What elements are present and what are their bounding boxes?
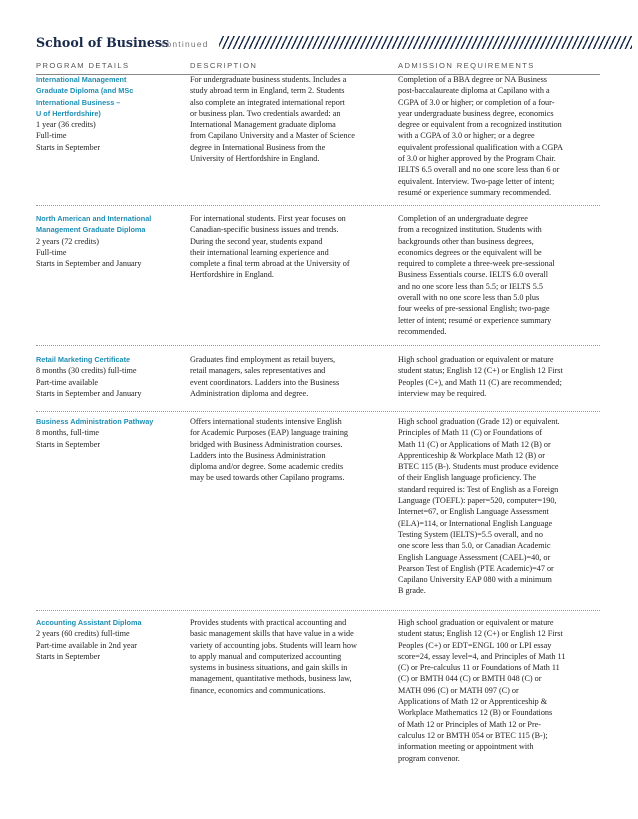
program-mode: Full-time <box>36 247 67 257</box>
description-cell <box>190 213 395 281</box>
row-divider <box>36 345 600 346</box>
requirements-line: B grade. <box>398 586 426 596</box>
description-line: Hertfordshire in England. <box>190 270 274 280</box>
requirements-line: student status; English 12 (C+) or English 12 First <box>398 366 563 376</box>
program-details-cell <box>36 74 186 153</box>
requirements-line: calculus 12 or BMTH 054 or BTEC 115 (B-); <box>398 730 548 740</box>
requirements-cell <box>398 213 600 337</box>
requirements-line: Completion of a BBA degree or NA Business <box>398 75 547 84</box>
requirements-line: year undergraduate business degree, economics <box>398 108 554 118</box>
description-line: retail managers, sales representatives and <box>190 366 326 376</box>
requirements-cell <box>398 74 600 198</box>
program-mode: Part-time available in 2nd year <box>36 640 137 650</box>
requirements-line: of 3.0 or higher approved by the Program Chair. <box>398 154 556 164</box>
requirements-line: score=24, essay level=4, and Principles of Math 11 <box>398 651 566 661</box>
requirements-cell <box>398 617 600 764</box>
program-start: Starts in September <box>36 142 101 152</box>
requirements-cell <box>398 354 600 399</box>
description-line: basic management skills that have value in a wide <box>190 629 354 639</box>
requirements-line: economics degrees or the equivalent will be <box>398 247 542 257</box>
requirements-line: Principles of Math 11 (C) or Foundations of <box>398 428 543 438</box>
program-duration: 2 years (60 credits) full-time <box>36 629 130 639</box>
requirements-line: interview may be required. <box>398 388 487 398</box>
description-line: For undergraduate business students. Includes a <box>190 75 347 84</box>
requirements-line: (ELA)=114, or International English Language <box>398 518 553 528</box>
requirements-line: recommended. <box>398 326 447 336</box>
section-header <box>36 35 600 51</box>
description-line: management, quantitative methods, business law, <box>190 674 352 684</box>
requirements-line: four weeks of pre-sessional English; two-page <box>398 304 550 314</box>
requirements-line: and no one score less than 5.5; or IELTS 5.5 <box>398 281 543 291</box>
requirements-line: Internet=67, or English Language Assessment <box>398 507 549 517</box>
program-name: Business Administration Pathway <box>36 417 154 426</box>
row-divider <box>36 205 600 206</box>
requirements-line: CGPA of 3.0 or higher; or completion of a four- <box>398 97 555 107</box>
description-line: for Academic Purposes (EAP) language training <box>190 428 349 438</box>
requirements-line: High school graduation (Grade 12) or equivalent. <box>398 417 560 426</box>
requirements-line: MATH 096 (C) or MATH 097 (C) or <box>398 685 519 695</box>
program-duration: 2 years (72 credits) <box>36 236 99 246</box>
description-line: Ladders into the Business Administration <box>190 450 326 460</box>
description-line: their international learning experience and <box>190 247 329 257</box>
description-line: to apply manual and computerized accounting <box>190 651 342 661</box>
description-line: complete a final term abroad at the University of <box>190 259 350 269</box>
requirements-line: student status; English 12 (C+) or English 12 First <box>398 629 563 639</box>
section-title: School of Business <box>36 35 170 50</box>
requirements-line: of their English language proficiency. The <box>398 473 537 483</box>
requirements-line: standard required is: Test of English as a Foreign <box>398 484 559 494</box>
requirements-line: IELTS 6.5 overall and no one score less than 6 or <box>398 165 560 175</box>
description-cell <box>190 354 395 399</box>
program-name: Retail Marketing Certificate <box>36 355 131 364</box>
description-line: may be used towards other Capilano programs. <box>190 473 345 483</box>
program-duration: 8 months (30 credits) full-time <box>36 366 137 376</box>
description-line: event coordinators. Ladders into the Business <box>190 377 340 387</box>
description-line: Canadian-specific business issues and trends. <box>190 225 339 235</box>
requirements-line: Math 11 (C) or Applications of Math 12 (B) or <box>398 439 551 449</box>
program-details-cell <box>36 617 186 662</box>
requirements-line: equivalent professional qualification with a CGPA <box>398 142 564 152</box>
program-details-cell <box>36 213 186 269</box>
program-start: Starts in September <box>36 439 101 449</box>
description-line: Graduates find employment as retail buyers, <box>190 355 336 364</box>
description-line: Provides students with practical accounting and <box>190 618 347 627</box>
program-name: Graduate Diploma (and MSc <box>36 86 134 96</box>
program-start: Starts in September <box>36 651 101 661</box>
continued-label: continued <box>161 39 209 49</box>
description-line: Offers international students intensive English <box>190 417 342 426</box>
requirements-line: with a CGPA of 3.0 or higher; or a degree <box>398 131 535 141</box>
description-line: degree in International Business from the <box>190 142 326 152</box>
description-line: International Management graduate diploma <box>190 120 336 130</box>
program-details-cell <box>36 416 186 450</box>
requirements-line: backgrounds other than business degrees, <box>398 236 534 246</box>
description-cell <box>190 416 395 484</box>
program-start: Starts in September and January <box>36 388 142 398</box>
description-cell <box>190 617 395 696</box>
row-divider <box>36 411 600 412</box>
description-line: or business plan. Two credentials awarded: an <box>190 108 341 118</box>
requirements-line: Applications of Math 12 or Apprenticeship & <box>398 697 548 707</box>
requirements-line: BTEC 115 (B-). Students must produce evidence <box>398 462 559 472</box>
description-line: finance, economics and communications. <box>190 685 326 695</box>
program-mode: Full-time <box>36 131 67 141</box>
requirements-line: information meeting or appointment with <box>398 742 534 752</box>
column-header-description: DESCRIPTION <box>190 61 258 70</box>
requirements-line: Apprenticeship & Workplace Math 12 (B) or <box>398 450 545 460</box>
program-mode: Part-time available <box>36 377 99 387</box>
column-header-program-details: PROGRAM DETAILS <box>36 61 130 70</box>
requirements-line: Business Essentials course. IELTS 6.0 overall <box>398 270 549 280</box>
requirements-line: resumé or experience summary recommended. <box>398 187 551 197</box>
program-name: International Business – <box>36 97 121 107</box>
requirements-line: program convenor. <box>398 753 460 763</box>
requirements-line: letter of intent; resumé or experience summary <box>398 315 552 325</box>
requirements-line: Peoples (C+), and Math 11 (C) are recommended; <box>398 377 562 387</box>
requirements-line: overall with no one score less than 5.0 plus <box>398 293 540 303</box>
requirements-line: Peoples (C+) or EDT=ENGL 100 or LPI essay <box>398 640 552 650</box>
requirements-line: degree or equivalent from a recognized institution <box>398 120 562 130</box>
requirements-line: (C) or BMTH 044 (C) or BMTH 048 (C) or <box>398 674 542 684</box>
row-divider <box>36 610 600 611</box>
requirements-line: one score less than 5.0, or Canadian Academic <box>398 541 551 551</box>
requirements-cell <box>398 416 600 597</box>
requirements-line: Capilano University EAP 080 with a minimum <box>398 575 552 585</box>
program-duration: 1 year (36 credits) <box>36 120 96 130</box>
column-header-admission-requirements: ADMISSION REQUIREMENTS <box>398 61 535 70</box>
description-line: diploma and/or degree. Some academic credits <box>190 462 344 472</box>
program-start: Starts in September and January <box>36 259 142 269</box>
requirements-line: (C) or Pre-calculus 11 or Foundations of Math 11 <box>398 663 560 673</box>
description-line: also complete an integrated international report <box>190 97 345 107</box>
description-line: bridged with Business Administration courses. <box>190 439 343 449</box>
requirements-line: Pearson Test of English (PTE Academic)=47 or <box>398 563 554 573</box>
program-duration: 8 months, full-time <box>36 428 99 438</box>
description-line: study abroad term in England, term 2. Students <box>190 86 345 96</box>
requirements-line: Testing System (IELTS)=5.5 overall, and no <box>398 529 543 539</box>
program-name: Management Graduate Diploma <box>36 225 146 235</box>
description-line: During the second year, students expand <box>190 236 323 246</box>
requirements-line: equivalent. Interview. Two-page letter of intent; <box>398 176 555 186</box>
requirements-line: Completion of an undergraduate degree <box>398 214 528 223</box>
description-line: For international students. First year focuses on <box>190 214 346 223</box>
program-name: International Management <box>36 75 127 84</box>
requirements-line: of Math 12 or Principles of Math 12 or Pre- <box>398 719 542 729</box>
requirements-line: English Language Assessment (CAEL)=40, or <box>398 552 551 562</box>
requirements-line: High school graduation or equivalent or mature <box>398 355 554 364</box>
requirements-line: from a recognized institution. Students with <box>398 225 542 235</box>
program-details-cell <box>36 354 186 399</box>
requirements-line: Language (TOEFL): paper=520, computer=190, <box>398 496 557 506</box>
program-name: Accounting Assistant Diploma <box>36 618 142 627</box>
requirements-line: post-baccalaureate diploma at Capilano with a <box>398 86 550 96</box>
requirements-line: High school graduation or equivalent or mature <box>398 618 554 627</box>
description-line: variety of accounting jobs. Students will learn how <box>190 640 357 650</box>
description-line: University of Hertfordshire in England. <box>190 154 320 164</box>
requirements-line: required to complete a three-week pre-sessional <box>398 259 555 269</box>
program-name: U of Hertfordshire) <box>36 108 101 118</box>
decorative-hatch-bar <box>219 36 632 49</box>
description-cell <box>190 74 395 164</box>
program-name: North American and International <box>36 214 152 223</box>
description-line: systems in business situations, and gain skills in <box>190 663 348 673</box>
description-line: from Capilano University and a Master of Science <box>190 131 355 141</box>
description-line: Administration diploma and degree. <box>190 388 309 398</box>
requirements-line: Workplace Mathematics 12 (B) or Foundations <box>398 708 553 718</box>
